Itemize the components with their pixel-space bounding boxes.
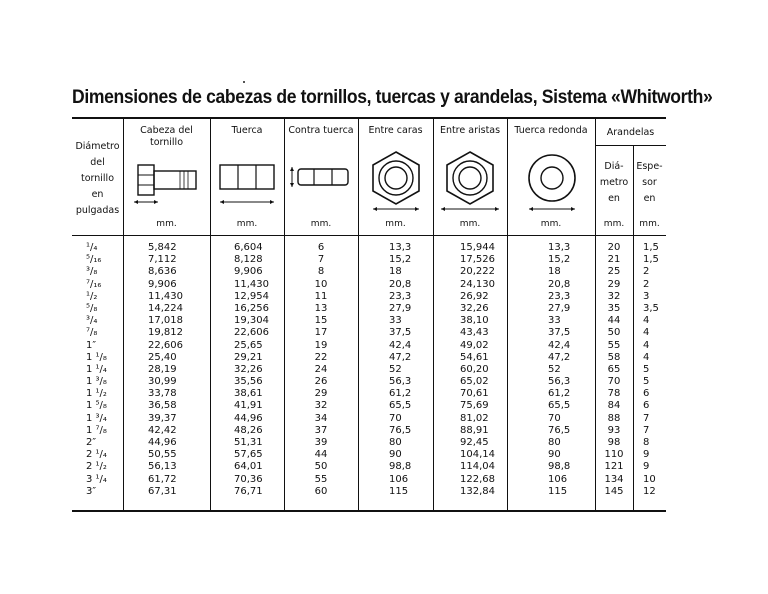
cell-caras: 56,3 (389, 376, 412, 388)
cell-ar_esp: 10 (643, 473, 656, 485)
cell-cabeza: 9,906 (148, 278, 177, 290)
cell-redonda: 37,5 (548, 327, 571, 339)
cell-redonda: 52 (548, 363, 561, 375)
lock-nut-drawing (286, 157, 356, 207)
unit-ar-diametro: mm. (603, 219, 625, 229)
cell-diametro: 1″ (86, 339, 97, 351)
cell-aristas: 54,61 (460, 351, 489, 363)
cell-diametro: ⁵/₈ (86, 302, 98, 314)
unit-caras: mm. (385, 219, 406, 229)
cell-contra: 6 (317, 242, 325, 253)
cell-cabeza: 56,13 (148, 461, 177, 473)
column-caras (389, 242, 433, 498)
cell-caras: 27,9 (389, 302, 412, 314)
cell-aristas: 49,02 (460, 339, 489, 351)
cell-caras: 42,4 (389, 339, 412, 351)
column-ar-diametro (599, 242, 629, 498)
cell-contra: 13 (314, 302, 328, 314)
cell-redonda: 18 (548, 266, 561, 278)
cell-ar_diam: 98 (607, 437, 621, 448)
cell-ar_esp: 4 (643, 327, 650, 339)
cell-tuerca: 57,65 (234, 449, 263, 461)
cell-cabeza: 25,40 (148, 351, 177, 363)
cell-ar_esp: 1,5 (643, 242, 659, 253)
column-aristas (460, 242, 506, 498)
cell-ar_esp: 4 (643, 315, 650, 327)
cell-tuerca: 51,31 (234, 437, 263, 448)
cell-diametro: 1 ⁷/₈ (86, 424, 107, 436)
cell-ar_diam: 25 (607, 266, 621, 278)
cell-tuerca: 25,65 (234, 339, 263, 351)
cell-redonda: 56,3 (548, 376, 571, 388)
cell-ar_diam: 110 (604, 449, 624, 461)
cell-redonda: 106 (548, 473, 568, 485)
cell-contra: 24 (314, 363, 328, 375)
cell-contra: 29 (314, 388, 328, 400)
cell-ar_diam: 50 (607, 327, 621, 339)
cell-ar_esp: 7 (643, 424, 650, 436)
cell-contra: 10 (314, 278, 328, 290)
cell-tuerca: 32,26 (234, 363, 263, 375)
cell-ar_diam: 88 (607, 412, 621, 424)
cell-redonda: 27,9 (548, 302, 571, 314)
cell-contra: 8 (317, 266, 325, 278)
cell-diametro: 1 ⁵/₈ (86, 400, 107, 412)
cell-diametro: 3 ¹/₄ (86, 473, 107, 485)
hex-across-corners-drawing (437, 147, 503, 213)
cell-tuerca: 12,954 (234, 290, 269, 302)
cell-aristas: 32,26 (460, 302, 489, 314)
header-entre-aristas: Entre aristas (439, 125, 501, 136)
cell-aristas: 122,68 (460, 473, 495, 485)
cell-diametro: 1 ³/₄ (86, 412, 107, 424)
cell-contra: 17 (314, 327, 328, 339)
cell-caras: 61,2 (389, 388, 412, 400)
cell-caras: 115 (389, 485, 409, 497)
cell-cabeza: 44,96 (148, 437, 177, 448)
unit-contra: mm. (310, 219, 332, 229)
cell-ar_diam: 35 (607, 302, 621, 314)
column-ar-espesor (643, 242, 665, 498)
cell-tuerca: 38,61 (234, 388, 263, 400)
cell-ar_diam: 65 (607, 363, 621, 375)
cell-aristas: 88,91 (460, 424, 489, 436)
cell-ar_diam: 70 (607, 376, 621, 388)
cell-caras: 80 (389, 437, 402, 448)
cell-diametro: ¹/₄ (86, 242, 98, 253)
nut-drawing (216, 157, 280, 207)
cell-tuerca: 19,304 (234, 315, 269, 327)
page-title: Dimensiones de cabezas de tornillos, tuercas y arandelas, Sistema «Whitworth» (72, 86, 713, 108)
cell-redonda: 65,5 (548, 400, 571, 412)
cell-cabeza: 33,78 (148, 388, 177, 400)
cell-aristas: 75,69 (460, 400, 489, 412)
cell-ar_esp: 1,5 (643, 254, 659, 266)
cell-redonda: 42,4 (548, 339, 571, 351)
cell-caras: 15,2 (389, 254, 412, 266)
unit-tuerca: mm. (236, 219, 258, 229)
cell-caras: 76,5 (389, 424, 412, 436)
cell-ar_esp: 9 (643, 461, 650, 473)
cell-ar_esp: 2 (643, 278, 650, 290)
cell-ar_esp: 9 (643, 449, 650, 461)
cell-caras: 37,5 (389, 327, 412, 339)
column-divider (507, 119, 508, 510)
header-tuerca: Tuerca (231, 125, 263, 136)
column-divider (358, 119, 359, 510)
column-redonda (548, 242, 594, 498)
header-entre-caras: Entre caras (368, 125, 423, 136)
cell-redonda: 90 (548, 449, 561, 461)
cell-redonda: 15,2 (548, 254, 571, 266)
cell-contra: 32 (314, 400, 328, 412)
cell-caras: 33 (389, 315, 402, 327)
cell-ar_diam: 145 (604, 485, 624, 497)
cell-ar_diam: 21 (607, 254, 621, 266)
column-tuerca (234, 242, 284, 498)
cell-tuerca: 6,604 (234, 242, 263, 253)
cell-ar_diam: 93 (607, 424, 621, 436)
cell-redonda: 47,2 (548, 351, 571, 363)
cell-cabeza: 19,812 (148, 327, 183, 339)
cell-caras: 13,3 (389, 242, 412, 253)
cell-ar_esp: 6 (643, 388, 650, 400)
cell-aristas: 104,14 (460, 449, 495, 461)
header-cabeza: Cabeza del tornillo (140, 125, 193, 148)
cell-tuerca: 76,71 (234, 485, 263, 497)
cell-cabeza: 17,018 (148, 315, 183, 327)
cell-ar_diam: 134 (604, 473, 624, 485)
cell-diametro: 2″ (86, 437, 97, 448)
cell-tuerca: 16,256 (234, 302, 269, 314)
cell-ar_esp: 7 (643, 412, 650, 424)
column-divider (433, 119, 434, 510)
cell-ar_diam: 44 (607, 315, 621, 327)
cell-redonda: 76,5 (548, 424, 571, 436)
cell-contra: 55 (314, 473, 328, 485)
column-diametro (86, 242, 122, 498)
cell-tuerca: 44,96 (234, 412, 263, 424)
cell-tuerca: 9,906 (234, 266, 263, 278)
cell-redonda: 33 (548, 315, 561, 327)
cell-contra: 19 (314, 339, 328, 351)
cell-diametro: 1 ³/₈ (86, 376, 107, 388)
cell-aristas: 20,222 (460, 266, 495, 278)
cell-cabeza: 8,636 (148, 266, 177, 278)
cell-aristas: 114,04 (460, 461, 495, 473)
cell-diametro: ¹/₂ (86, 290, 98, 302)
cell-aristas: 132,84 (460, 485, 495, 497)
cell-redonda: 115 (548, 485, 568, 497)
cell-redonda: 23,3 (548, 290, 571, 302)
cell-redonda: 70 (548, 412, 561, 424)
cell-cabeza: 36,58 (148, 400, 177, 412)
hex-across-flats-drawing (364, 147, 428, 213)
header-divider (72, 235, 666, 236)
cell-cabeza: 7,112 (148, 254, 177, 266)
cell-ar_diam: 78 (607, 388, 621, 400)
arandelas-divider (595, 145, 666, 146)
cell-ar_esp: 4 (643, 351, 650, 363)
cell-aristas: 38,10 (460, 315, 489, 327)
unit-ar-espesor: mm. (639, 219, 660, 229)
speck (243, 81, 245, 83)
cell-aristas: 65,02 (460, 376, 489, 388)
cell-ar_esp: 5 (643, 376, 650, 388)
cell-caras: 70 (389, 412, 402, 424)
cell-diametro: 2 ¹/₄ (86, 449, 107, 461)
column-divider (210, 119, 211, 510)
cell-cabeza: 42,42 (148, 424, 177, 436)
column-divider (284, 119, 285, 510)
cell-diametro: 1 ¹/₂ (86, 388, 107, 400)
cell-caras: 98,8 (389, 461, 412, 473)
cell-tuerca: 22,606 (234, 327, 269, 339)
cell-caras: 18 (389, 266, 402, 278)
cell-ar_esp: 12 (643, 485, 656, 497)
cell-aristas: 43,43 (460, 327, 489, 339)
cell-aristas: 15,944 (460, 242, 495, 253)
bolt-head-drawing (132, 157, 204, 207)
column-contra (298, 242, 344, 498)
column-cabeza (148, 242, 208, 498)
cell-ar_esp: 6 (643, 400, 650, 412)
cell-diametro: 2 ¹/₂ (86, 461, 107, 473)
cell-cabeza: 22,606 (148, 339, 183, 351)
cell-tuerca: 35,56 (234, 376, 263, 388)
unit-cabeza: mm. (156, 219, 177, 229)
unit-aristas: mm. (459, 219, 481, 229)
cell-diametro: ⁷/₁₆ (86, 278, 102, 290)
cell-caras: 65,5 (389, 400, 412, 412)
cell-tuerca: 41,91 (234, 400, 263, 412)
cell-contra: 34 (314, 412, 328, 424)
cell-cabeza: 67,31 (148, 485, 177, 497)
cell-ar_diam: 20 (607, 242, 621, 253)
cell-caras: 23,3 (389, 290, 412, 302)
cell-tuerca: 11,430 (234, 278, 269, 290)
cell-aristas: 60,20 (460, 363, 489, 375)
header-tuerca-redonda: Tuerca redonda (514, 125, 588, 136)
cell-ar_esp: 3 (643, 290, 650, 302)
cell-redonda: 80 (548, 437, 561, 448)
cell-aristas: 26,92 (460, 290, 489, 302)
cell-tuerca: 8,128 (234, 254, 263, 266)
cell-cabeza: 28,19 (148, 363, 177, 375)
cell-contra: 7 (317, 254, 325, 266)
cell-cabeza: 11,430 (148, 290, 183, 302)
cell-caras: 52 (389, 363, 402, 375)
cell-ar_diam: 29 (607, 278, 621, 290)
cell-ar_diam: 55 (607, 339, 621, 351)
cell-diametro: ⁷/₈ (86, 327, 98, 339)
cell-ar_esp: 5 (643, 363, 650, 375)
cell-ar_esp: 2 (643, 266, 650, 278)
cell-diametro: 3″ (86, 485, 97, 497)
cell-ar_esp: 4 (643, 339, 650, 351)
cell-contra: 26 (314, 376, 328, 388)
round-nut-drawing (519, 147, 585, 213)
cell-contra: 39 (314, 437, 328, 448)
cell-aristas: 24,130 (460, 278, 495, 290)
cell-redonda: 13,3 (548, 242, 571, 253)
cell-redonda: 98,8 (548, 461, 571, 473)
cell-cabeza: 30,99 (148, 376, 177, 388)
cell-contra: 22 (314, 351, 328, 363)
header-diametro: Diámetro del tornillo en pulgadas (75, 141, 120, 216)
cell-caras: 47,2 (389, 351, 412, 363)
header-ar-diametro: Diá- metro en (599, 161, 629, 204)
cell-diametro: ³/₄ (86, 315, 98, 327)
cell-ar_diam: 84 (607, 400, 621, 412)
cell-cabeza: 39,37 (148, 412, 177, 424)
cell-ar_diam: 32 (607, 290, 621, 302)
cell-ar_esp: 3,5 (643, 302, 659, 314)
cell-contra: 15 (314, 315, 328, 327)
cell-tuerca: 70,36 (234, 473, 263, 485)
cell-tuerca: 64,01 (234, 461, 263, 473)
unit-redonda: mm. (540, 219, 562, 229)
header-arandelas: Arandelas (606, 127, 655, 138)
column-divider (123, 119, 124, 510)
cell-redonda: 20,8 (548, 278, 571, 290)
cell-aristas: 17,526 (460, 254, 495, 266)
cell-contra: 60 (314, 485, 328, 497)
cell-contra: 50 (314, 461, 328, 473)
header-ar-espesor: Espe- sor en (636, 161, 663, 204)
cell-contra: 11 (314, 290, 328, 302)
header-contra-tuerca: Contra tuerca (288, 125, 354, 136)
cell-tuerca: 29,21 (234, 351, 263, 363)
cell-aristas: 92,45 (460, 437, 489, 448)
cell-contra: 44 (314, 449, 328, 461)
cell-caras: 106 (389, 473, 409, 485)
cell-ar_esp: 8 (643, 437, 650, 448)
cell-aristas: 81,02 (460, 412, 489, 424)
cell-redonda: 61,2 (548, 388, 571, 400)
cell-cabeza: 61,72 (148, 473, 177, 485)
cell-cabeza: 5,842 (148, 242, 177, 253)
cell-diametro: 1 ¹/₄ (86, 363, 107, 375)
cell-caras: 90 (389, 449, 402, 461)
cell-aristas: 70,61 (460, 388, 489, 400)
cell-ar_diam: 58 (607, 351, 621, 363)
cell-tuerca: 48,26 (234, 424, 263, 436)
cell-cabeza: 50,55 (148, 449, 177, 461)
cell-contra: 37 (314, 424, 328, 436)
cell-diametro: 1 ¹/₈ (86, 351, 107, 363)
cell-diametro: ³/₈ (86, 266, 98, 278)
cell-caras: 20,8 (389, 278, 412, 290)
cell-diametro: ⁵/₁₆ (86, 254, 102, 266)
cell-cabeza: 14,224 (148, 302, 183, 314)
cell-ar_diam: 121 (604, 461, 624, 473)
whitworth-table (72, 117, 666, 512)
